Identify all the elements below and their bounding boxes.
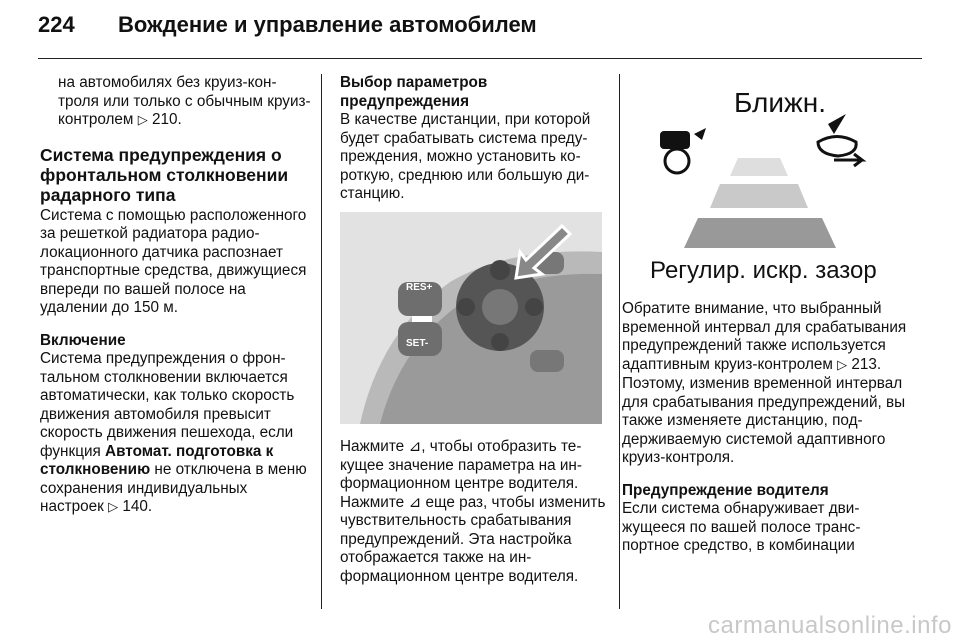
intro-paragraph: на автомобилях без круиз-контроля или только с обычным круиз-контролем ▷ 210. (58, 74, 311, 128)
section-paragraph: Система с помощью расположенного за решеткой радиатора радиолокационного датчика распознает транспортные средства, движущиеся впереди по вашей полосе на удалении до 150 м. (40, 206, 307, 316)
intro-reference: 210. (151, 111, 182, 128)
res-button-label: RES+ (406, 282, 433, 293)
steering-wheel-image (340, 212, 602, 424)
steering-wheel-illustration (340, 212, 602, 424)
page-number: 224 (38, 12, 75, 37)
driver-info-display (622, 76, 900, 288)
page-reference-icon: ▷ (137, 113, 148, 128)
column-divider-2 (619, 74, 620, 609)
settings-heading: Выбор параметров предупреждения (340, 74, 488, 110)
activation-paragraph: Система предупреждения о фронтальном столкновении включается автоматически, как только скорость движения автомобиля превысит скорость движения пешехода, если функция Автомат. подготовка к столкновению не отключена в меню сохранения индивидуальных настроек ▷ 140. (40, 350, 307, 515)
page-title: Вождение и управление автомобилем (118, 12, 537, 37)
column-1 (40, 74, 312, 518)
activation-reference: 140. (122, 498, 153, 515)
column-2 (340, 74, 610, 204)
column-2-lower (340, 438, 610, 586)
note-paragraph: Обратите внимание, что выбранный временной интервал для срабатывания предупреждений также используется адаптивным круиз-контролем ▷ 213. Поэтому, изменив временной интервал для срабатывания предупреждений, вы также изменяете дистанцию, поддерживаемую системой адаптивного круиз-контроля. (622, 300, 907, 466)
settings-paragraph: В качестве дистанции, при которой будет срабатывать система предупреждения, можно установить короткую, среднюю или большую дистанцию. (340, 111, 591, 202)
section-heading: Система предупреждения о фронтальном столкновении радарного типа (40, 144, 289, 205)
page-reference-icon: ▷ (837, 357, 848, 373)
header-rule (38, 58, 922, 59)
instruction-paragraph: Нажмите ⊿, чтобы отобразить текущее значение параметра на информационном центре водителя. Нажмите ⊿ еще раз, чтобы изменить чувствительность срабатывания предупреждений. Эта настройка отображается также на информационном центре водителя. (340, 438, 606, 585)
activation-heading: Включение (40, 331, 126, 349)
page-header (0, 0, 960, 56)
column-divider-1 (321, 74, 322, 609)
driver-warning-heading: Предупреждение водителя (622, 481, 829, 499)
page-reference-icon: ▷ (108, 500, 119, 515)
set-button-label: SET- (406, 338, 429, 349)
watermark: carmanualsonline.info (708, 612, 952, 639)
display-setting-label: Регулир. искр. зазор (650, 257, 877, 284)
column-3 (622, 300, 912, 556)
display-distance-label: Ближн. (734, 87, 827, 118)
function-name: Автомат. подготовка к столкновению (40, 442, 274, 478)
driver-warning-paragraph: Если система обнаруживает движущееся по вашей полосе транспортное средство, в комбинации (622, 500, 861, 554)
